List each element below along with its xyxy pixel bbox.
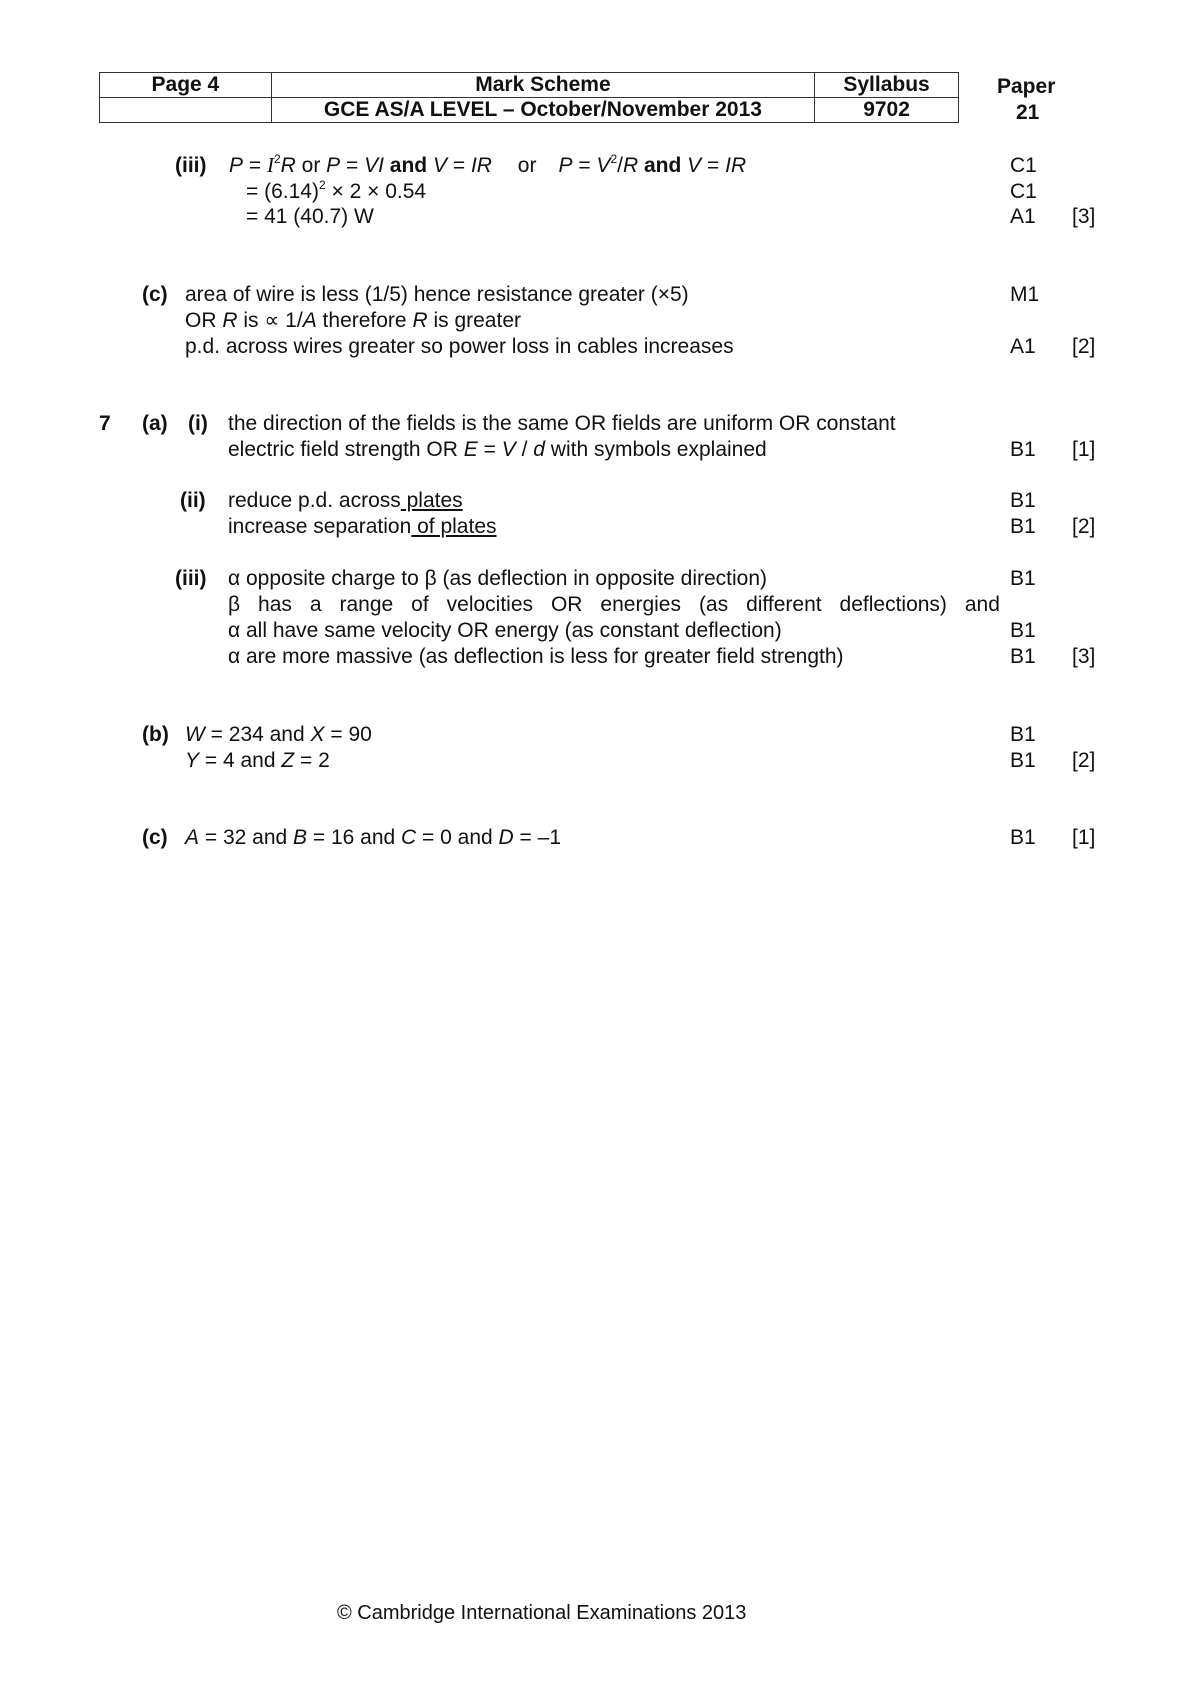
q7-a-iii-line2 — [228, 594, 1000, 615]
q7-a-ii-label: (ii) — [180, 489, 206, 512]
header-empty-cell — [100, 98, 272, 123]
q7-a-i-label: (i) — [188, 412, 208, 435]
mark-total: [3] — [1072, 205, 1096, 228]
header-table — [99, 72, 959, 123]
mark-total: [2] — [1072, 749, 1096, 772]
paper-label: Paper — [997, 75, 1056, 98]
mark: A1 — [1010, 205, 1036, 228]
word: and — [964, 593, 1000, 616]
paper-number: 21 — [1016, 101, 1040, 124]
q6-c-line2: OR R is ∝ 1/A therefore R is greater — [185, 309, 521, 332]
word: of — [411, 593, 429, 616]
word: has — [258, 593, 292, 616]
doc-subtitle: GCE AS/A LEVEL – October/November 2013 — [271, 98, 814, 123]
q7-a-iii-line4: α are more massive (as deflection is less for greater field strength) — [228, 645, 844, 668]
mark-total: [3] — [1072, 645, 1096, 668]
mark: M1 — [1010, 283, 1040, 306]
copyright-footer: © Cambridge International Examinations 2013 — [337, 1602, 747, 1624]
q7-a-iii-line1: α opposite charge to β (as deflection in opposite direction) — [228, 567, 768, 590]
q6-b-iii-line2: = $(6.14)^2 \times 2 \times 0.54$ — [246, 178, 427, 203]
mark: B1 — [1010, 826, 1036, 849]
mark: B1 — [1010, 438, 1036, 461]
q6-b-iii-line1: $P = I^2R$ or P = VI and V = IR or $P = V^2/R$ and V = IR — [229, 152, 747, 177]
word: velocities — [446, 593, 534, 616]
mark-total: [1] — [1072, 826, 1096, 849]
mark: B1 — [1010, 619, 1036, 642]
mark-total: [1] — [1072, 438, 1096, 461]
mark: C1 — [1010, 180, 1037, 203]
q7-c-label: (c) — [142, 826, 168, 849]
q6-c-line1: area of wire is less (1/5) hence resistance greater (×5) — [185, 283, 689, 306]
mark: C1 — [1010, 154, 1037, 177]
word: β — [228, 593, 241, 616]
q7-a-i-line1: the direction of the fields is the same OR fields are uniform OR constant — [228, 412, 896, 435]
q6-c-line3: p.d. across wires greater so power loss in cables increases — [185, 335, 734, 358]
q7-b-line1: W = 234 and X = 90 — [185, 723, 372, 746]
question-number: 7 — [99, 412, 111, 435]
page-number: Page 4 — [100, 73, 272, 98]
q7-b-line2: Y = 4 and Z = 2 — [185, 749, 330, 772]
q7-a-ii-line2: increase separation of plates — [228, 515, 497, 538]
mark: B1 — [1010, 645, 1036, 668]
q6-b-iii-or: or — [517, 154, 537, 177]
q6-b-iii-label: (iii) — [175, 154, 207, 177]
mark: B1 — [1010, 567, 1036, 590]
word: energies — [600, 593, 681, 616]
word: deflections) — [839, 593, 947, 616]
doc-title: Mark Scheme — [271, 73, 814, 98]
q7-b-label: (b) — [142, 723, 169, 746]
q7-a-i-line2: electric field strength OR E = V / d with symbols explained — [228, 438, 767, 461]
word: (as — [698, 593, 729, 616]
q7-a-iii-line3: α all have same velocity OR energy (as constant deflection) — [228, 619, 782, 642]
q7-a-label: (a) — [142, 412, 168, 435]
mark: B1 — [1010, 515, 1036, 538]
q6-c-label: (c) — [142, 283, 168, 306]
q7-c-line1: A = 32 and B = 16 and C = 0 and D = –1 — [185, 826, 561, 849]
syllabus-label: Syllabus — [815, 73, 959, 98]
word: range — [339, 593, 394, 616]
syllabus-code: 9702 — [815, 98, 959, 123]
mark-total: [2] — [1072, 515, 1096, 538]
q7-a-iii-label: (iii) — [175, 567, 207, 590]
mark: B1 — [1010, 749, 1036, 772]
q6-b-iii-line3: = 41 (40.7) W — [246, 205, 374, 228]
mark: A1 — [1010, 335, 1036, 358]
q7-a-ii-line1: reduce p.d. across plates — [228, 489, 463, 512]
mark: B1 — [1010, 723, 1036, 746]
mark: B1 — [1010, 489, 1036, 512]
word: a — [309, 593, 322, 616]
word: different — [746, 593, 822, 616]
word: OR — [550, 593, 583, 616]
mark-total: [2] — [1072, 335, 1096, 358]
